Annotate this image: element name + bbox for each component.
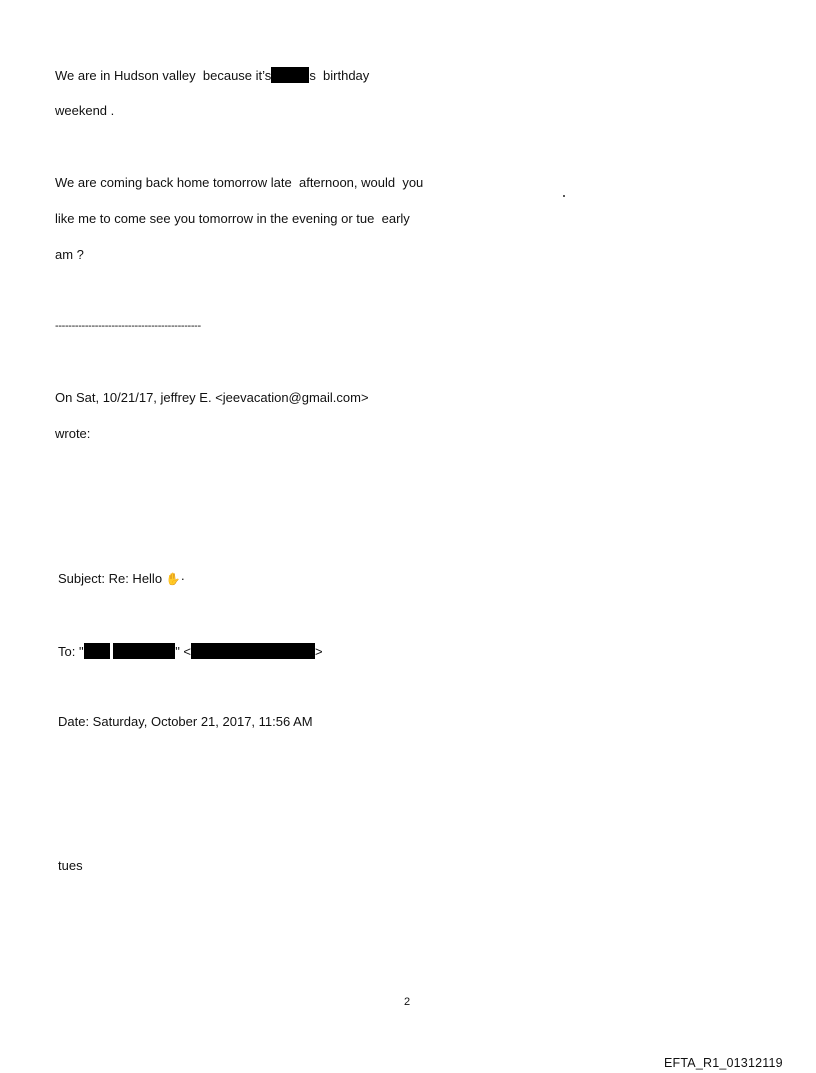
to-mid: " < bbox=[175, 644, 192, 659]
body-line-1-before: We are in Hudson valley because it’s bbox=[55, 68, 272, 83]
body-line-3: We are coming back home tomorrow late afternoon, would you bbox=[55, 175, 424, 190]
body-line-4: like me to come see you tomorrow in the evening or tue early bbox=[55, 211, 410, 226]
redaction-to-email bbox=[191, 643, 315, 659]
to-suffix: > bbox=[315, 644, 323, 659]
body-line-1-after: s birthday bbox=[309, 68, 370, 83]
waving-hand-icon: ✋ bbox=[165, 572, 181, 586]
subject-suffix: · bbox=[180, 571, 185, 586]
message-text: tues bbox=[58, 858, 83, 873]
redaction-to-last bbox=[113, 643, 175, 659]
body-line-5: am ? bbox=[55, 247, 84, 262]
quoted-on-line: On Sat, 10/21/17, jeffrey E. <jeevacation@gmail.com> bbox=[55, 390, 369, 405]
subject-text: Subject: Re: Hello bbox=[58, 571, 163, 586]
body-line-1 bbox=[55, 67, 369, 84]
to-line bbox=[58, 643, 323, 660]
page-number: 2 bbox=[404, 996, 411, 1008]
stray-dot bbox=[563, 195, 565, 197]
quoted-wrote: wrote: bbox=[55, 426, 91, 441]
document-id: EFTA_R1_01312119 bbox=[664, 1056, 783, 1070]
separator-line: -------------------------------------------- bbox=[55, 320, 201, 332]
body-line-2: weekend . bbox=[55, 103, 115, 118]
subject-line bbox=[58, 571, 185, 587]
redaction-to-first bbox=[84, 643, 110, 659]
redaction-name bbox=[271, 67, 309, 83]
date-line: Date: Saturday, October 21, 2017, 11:56 AM bbox=[58, 714, 313, 729]
to-prefix: To: " bbox=[58, 644, 84, 659]
